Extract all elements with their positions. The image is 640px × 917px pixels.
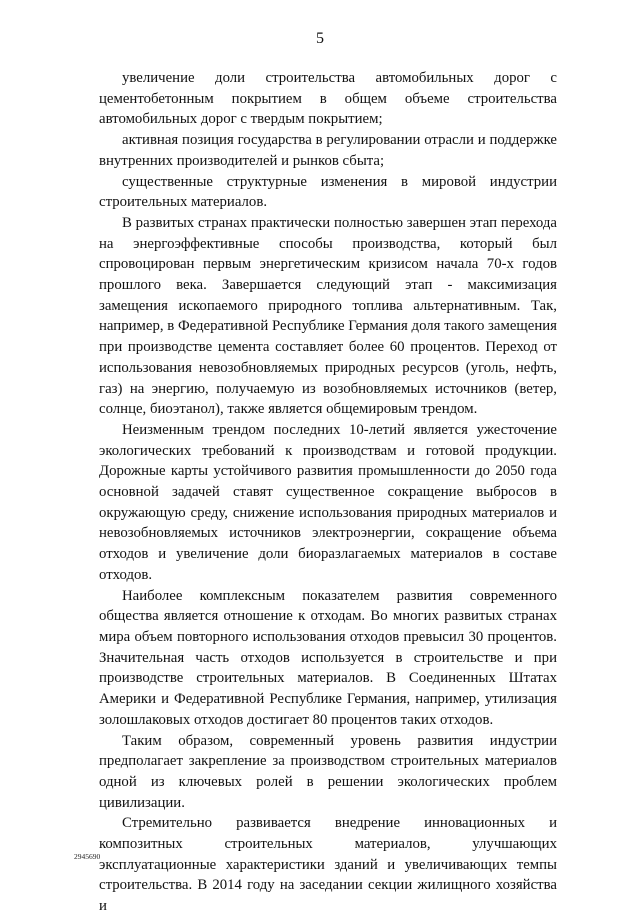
- page-number: 5: [316, 30, 324, 47]
- paragraph-energy-transition: В развитых странах практически полностью завершен этап перехода на энергоэффективные способы производства, который был спровоцирован первым энергетическим кризисом начала 70-х годов прошлого века. Завершается следующий этап - максимизация замещения ископаемого природного топлива альтернативным. Так, например, в Федеративной Республике Германия доля такого замещения при производстве цемента составляет более 60 процентов. Переход от использования невозобновляемых природных ресурсов (уголь, нефть, газ) на энергию, получаемую из возобновляемых источников (ветер, солнце, биоэтанол), также является общемировым трендом.: [99, 214, 557, 418]
- paragraph-structural-changes: существенные структурные изменения в мировой индустрии строительных материалов.: [99, 173, 557, 211]
- paragraph-conclusion: Таким образом, современный уровень развития индустрии предполагает закрепление за производством строительных материалов одной из ключевых ролей в решении экологических проблем цивилизации.: [99, 732, 557, 811]
- paragraph-road-construction: увеличение доли строительства автомобильных дорог с цементобетонным покрытием в общем объеме строительства автомобильных дорог с твердым покрытием;: [99, 70, 557, 128]
- paragraph-state-position: активная позиция государства в регулировании отрасли и поддержке внутренних производителей и рынков сбыта;: [99, 132, 557, 169]
- paragraph-waste-attitude: Наиболее комплексным показателем развития современного общества является отношение к отходам. Во многих развитых странах мира объем повторного использования отходов превысил 30 процентов. Значительная часть отходов используется в строительстве и при производстве строительных материалов. В Соединенных Штатах Америки и Федеративной Республике Германия, например, утилизация золошлаковых отходов достигает 80 процентов таких отходов.: [99, 587, 557, 728]
- paragraph-ecological-requirements: Неизменным трендом последних 10-летий является ужесточение экологических требований к производствам и готовой продукции. Дорожные карты устойчивого развития промышленности до 2050 года основной задачей ставят существенное сокращение выбросов в окружающую среду, снижение использования природных материалов и невозобновляемых источников электроэнергии, сокращение объема отходов и увеличение доли биоразлагаемых материалов в составе отходов.: [99, 421, 557, 583]
- paragraph-innovation: Стремительно развивается внедрение инновационных и композитных строительных материалов, улучшающих эксплуатационные характеристики зданий и увеличивающих темпы строительства. В 2014 году на заседании секции жилищного хозяйства и: [99, 815, 557, 915]
- document-code: 2945690: [74, 852, 101, 861]
- document-body: [99, 68, 557, 917]
